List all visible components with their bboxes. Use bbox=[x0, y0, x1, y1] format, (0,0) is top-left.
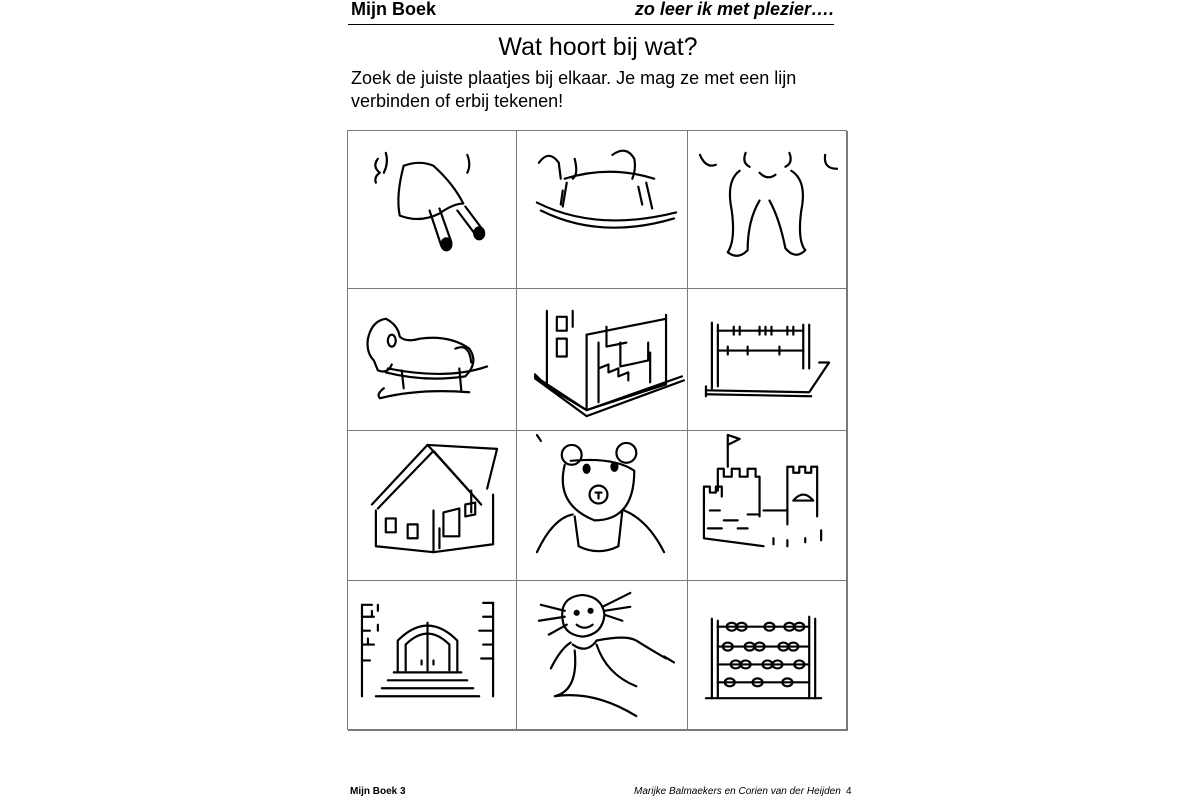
abacus-frame-icon bbox=[688, 289, 847, 430]
rocking-chair-base-icon bbox=[517, 131, 687, 288]
footer-book: Mijn Boek 3 bbox=[350, 786, 406, 797]
grid-cell[interactable] bbox=[348, 131, 517, 289]
grid-cell[interactable] bbox=[688, 581, 848, 731]
house-icon bbox=[348, 431, 516, 580]
worksheet-instruction: Zoek de juiste plaatjes bij elkaar. Je mag ze met een lijn verbinden of erbij tekenen! bbox=[351, 68, 797, 111]
doll-girl-icon bbox=[517, 581, 687, 730]
dollhouse-interior-icon bbox=[517, 289, 687, 430]
grid-cell[interactable] bbox=[348, 289, 517, 431]
grid-cell[interactable] bbox=[517, 431, 688, 581]
castle-gate-icon bbox=[348, 581, 516, 730]
doll-legs-icon bbox=[348, 131, 516, 288]
grid-cell[interactable] bbox=[348, 581, 517, 731]
footer-authors: Marijke Balmaekers en Corien van der Heijden bbox=[634, 786, 841, 797]
grid-cell[interactable] bbox=[688, 131, 848, 289]
grid-cell[interactable] bbox=[517, 289, 688, 431]
grid-cell[interactable] bbox=[688, 431, 848, 581]
worksheet-title: Wat hoort bij wat? bbox=[498, 33, 698, 61]
grid-cell[interactable] bbox=[688, 289, 848, 431]
grid-cell[interactable] bbox=[348, 431, 517, 581]
teddy-bear-icon bbox=[517, 431, 687, 580]
abacus-icon bbox=[688, 581, 847, 730]
rocking-horse-icon bbox=[348, 289, 516, 430]
teddy-legs-icon bbox=[688, 131, 847, 288]
page-number: 4 bbox=[846, 786, 852, 797]
matching-grid bbox=[347, 130, 847, 730]
castle-icon bbox=[688, 431, 847, 580]
header-book-title: Mijn Boek bbox=[351, 0, 437, 19]
header-slogan: zo leer ik met plezier…. bbox=[634, 0, 834, 19]
grid-cell[interactable] bbox=[517, 581, 688, 731]
grid-cell[interactable] bbox=[517, 131, 688, 289]
page-header bbox=[348, 0, 834, 25]
